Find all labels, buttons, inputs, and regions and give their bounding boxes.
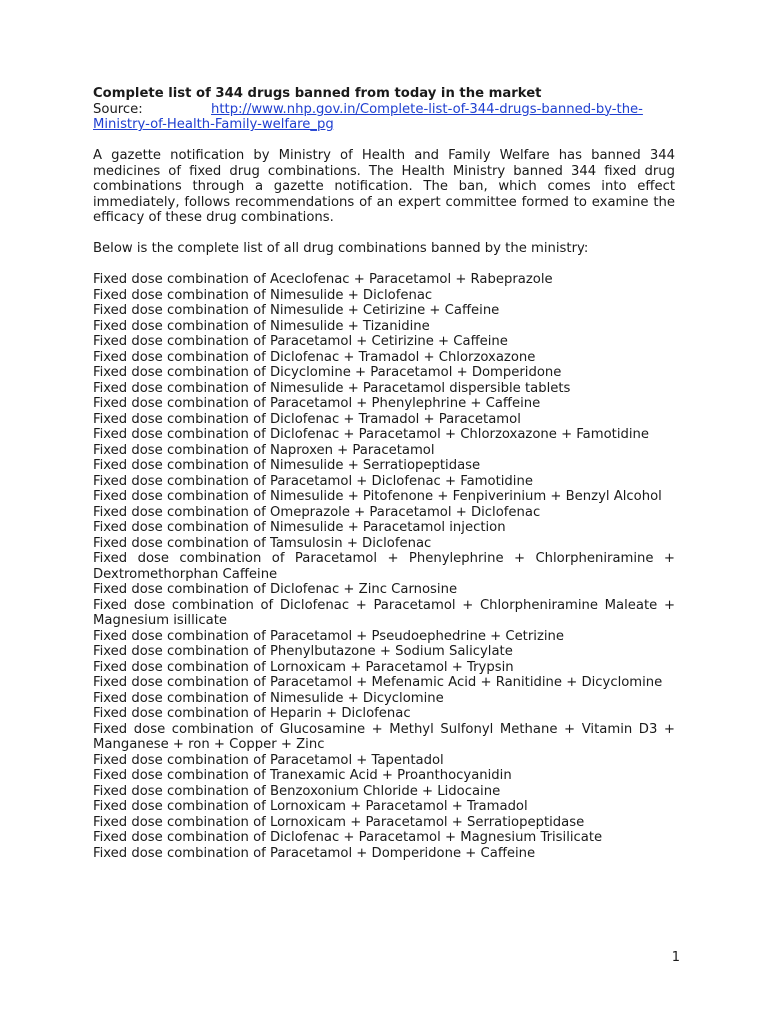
list-item: Fixed dose combination of Nimesulide + Paracetamol injection bbox=[93, 520, 506, 535]
list-item: Fixed dose combination of Paracetamol + Cetirizine + Caffeine bbox=[93, 334, 508, 349]
source-link[interactable]: http://www.nhp.gov.in/Complete-list-of-344-drugs-banned-by-the- bbox=[211, 101, 643, 117]
source-link-continuation-row bbox=[93, 117, 675, 133]
list-item: Fixed dose combination of Benzoxonium Chloride + Lidocaine bbox=[93, 783, 501, 799]
list-item: Fixed dose combination of Paracetamol + Phenylephrine + Chlorpheniramine + Dextromethorphan Caffeine bbox=[93, 551, 675, 582]
list-item: Fixed dose combination of Tamsulosin + Diclofenac bbox=[93, 535, 432, 551]
list-item: Fixed dose combination of Diclofenac + Zinc Carnosine bbox=[93, 582, 458, 597]
list-item: Fixed dose combination of Nimesulide + Serratiopeptidase bbox=[93, 458, 481, 473]
list-item: Fixed dose combination of Lornoxicam + Paracetamol + Tramadol bbox=[93, 799, 528, 814]
list-item: Fixed dose combination of Nimesulide + Paracetamol dispersible tablets bbox=[93, 380, 571, 396]
list-item: Fixed dose combination of Heparin + Diclofenac bbox=[93, 706, 411, 721]
list-item: Fixed dose combination of Diclofenac + Paracetamol + Chlorzoxazone + Famotidine bbox=[93, 427, 650, 442]
list-item: Fixed dose combination of Paracetamol + Phenylephrine + Caffeine bbox=[93, 396, 541, 411]
list-item: Fixed dose combination of Paracetamol + Domperidone + Caffeine bbox=[93, 845, 536, 861]
source-label: Source: bbox=[93, 101, 143, 117]
page-number: 1 bbox=[671, 950, 680, 965]
list-item: Fixed dose combination of Nimesulide + Tizanidine bbox=[93, 318, 430, 334]
list-item: Fixed dose combination of Nimesulide + Diclofenac bbox=[93, 287, 433, 303]
banned-drug-list bbox=[93, 272, 675, 861]
list-item: Fixed dose combination of Phenylbutazone + Sodium Salicylate bbox=[93, 644, 513, 659]
source-link-line1-wrap bbox=[211, 102, 675, 118]
list-lead: Below is the complete list of all drug combinations banned by the ministry: bbox=[93, 241, 589, 256]
list-item: Fixed dose combination of Lornoxicam + Paracetamol + Trypsin bbox=[93, 659, 514, 675]
list-item: Fixed dose combination of Paracetamol + Tapentadol bbox=[93, 752, 444, 768]
list-item: Fixed dose combination of Naproxen + Paracetamol bbox=[93, 442, 435, 458]
list-item: Fixed dose combination of Diclofenac + Paracetamol + Chlorpheniramine Maleate + Magnesium isillicate bbox=[93, 597, 675, 628]
document-body bbox=[93, 86, 675, 861]
intro-paragraph: A gazette notification by Ministry of Health and Family Welfare has banned 344 medicines of fixed drug combinations. The Health Ministry banned 344 fixed drug combinations through a gazette notification. The ban, which comes into effect immediately, follows recommendations of an expert committee formed to examine the efficacy of these drug combinations. bbox=[93, 148, 675, 225]
list-item: Fixed dose combination of Nimesulide + Pitofenone + Fenpiverinium + Benzyl Alcohol bbox=[93, 489, 662, 504]
list-item: Fixed dose combination of Nimesulide + Cetirizine + Caffeine bbox=[93, 303, 500, 318]
list-item: Fixed dose combination of Tranexamic Acid + Proanthocyanidin bbox=[93, 768, 512, 783]
list-item: Fixed dose combination of Aceclofenac + Paracetamol + Rabeprazole bbox=[93, 272, 553, 287]
list-item: Fixed dose combination of Lornoxicam + Paracetamol + Serratiopeptidase bbox=[93, 814, 585, 830]
list-item: Fixed dose combination of Paracetamol + Mefenamic Acid + Ranitidine + Dicyclomine bbox=[93, 675, 663, 690]
list-item: Fixed dose combination of Dicyclomine + Paracetamol + Domperidone bbox=[93, 365, 562, 380]
list-item: Fixed dose combination of Nimesulide + Dicyclomine bbox=[93, 690, 444, 706]
source-row bbox=[93, 102, 675, 118]
source-link-continuation[interactable]: Ministry-of-Health-Family-welfare_pg bbox=[93, 117, 334, 132]
list-item: Fixed dose combination of Glucosamine + Methyl Sulfonyl Methane + Vitamin D3 + Manganese + ron + Copper + Zinc bbox=[93, 721, 675, 752]
list-item: Fixed dose combination of Diclofenac + Paracetamol + Magnesium Trisilicate bbox=[93, 830, 603, 845]
list-item: Fixed dose combination of Diclofenac + Tramadol + Paracetamol bbox=[93, 411, 521, 427]
list-item: Fixed dose combination of Diclofenac + Tramadol + Chlorzoxazone bbox=[93, 349, 536, 365]
list-item: Fixed dose combination of Paracetamol + Pseudoephedrine + Cetrizine bbox=[93, 628, 565, 644]
document-title: Complete list of 344 drugs banned from today in the market bbox=[93, 86, 542, 101]
list-item: Fixed dose combination of Paracetamol + Diclofenac + Famotidine bbox=[93, 473, 533, 489]
list-item: Fixed dose combination of Omeprazole + Paracetamol + Diclofenac bbox=[93, 504, 541, 520]
